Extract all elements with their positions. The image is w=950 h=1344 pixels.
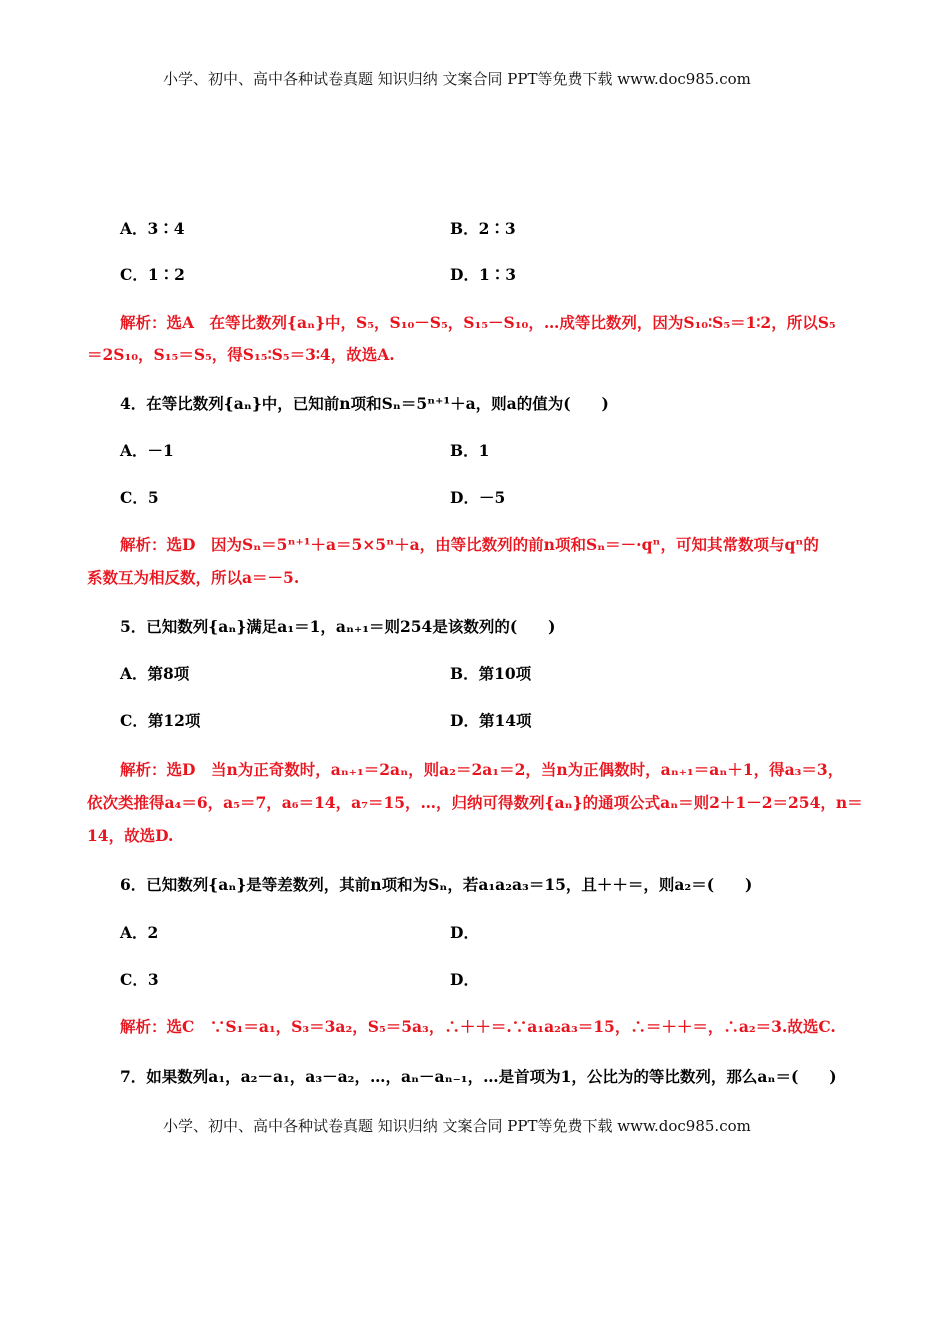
q5-option-b: B．第10项 — [450, 664, 532, 683]
q4-option-b: B．1 — [450, 441, 490, 460]
q5-answer-line3: 14，故选D. — [87, 826, 174, 845]
q3-answer-line2: ＝2S₁₀，S₁₅＝S₅，得S₁₅∶S₅＝3∶4，故选A. — [87, 345, 395, 364]
q7-stem: 7．如果数列a₁，a₂－a₁，a₃－a₂，…，aₙ－aₙ₋₁，…是首项为1，公比为的等比数列，那么aₙ＝( ) — [120, 1067, 837, 1086]
q6-stem: 6．已知数列{aₙ}是等差数列，其前n项和为Sₙ，若a₁a₂a₃＝15，且＋＋＝，则a₂＝( ) — [120, 875, 753, 894]
q5-answer-line2: 依次类推得a₄＝6，a₅＝7，a₆＝14，a₇＝15，…，归纳可得数列{aₙ}的通项公式aₙ＝则2＋1－2＝254，n＝ — [87, 793, 863, 812]
q4-option-c: C．5 — [120, 488, 159, 507]
q3-option-c: C．1∶2 — [120, 265, 185, 284]
q3-answer-line1: 解析：选A 在等比数列{aₙ}中，S₅，S₁₀－S₅，S₁₅－S₁₀，…成等比数列，因为S₁₀∶S₅＝1∶2，所以S₅ — [120, 313, 836, 332]
q6-option-d: D． — [450, 970, 479, 989]
page-header: 小学、初中、高中各种试卷真题 知识归纳 文案合同 PPT等免费下载 www.doc985.com — [163, 70, 751, 88]
q4-stem: 4．在等比数列{aₙ}中，已知前n项和Sₙ＝5ⁿ⁺¹＋a，则a的值为( ) — [120, 394, 609, 413]
q6-option-a: A．2 — [120, 923, 159, 942]
q5-stem: 5．已知数列{aₙ}满足a₁＝1，aₙ₊₁＝则254是该数列的( ) — [120, 617, 556, 636]
q6-option-b: D． — [450, 923, 479, 942]
q3-option-a: A．3∶4 — [120, 219, 185, 238]
q3-option-d: D．1∶3 — [450, 265, 517, 284]
q4-option-d: D．－5 — [450, 488, 506, 507]
q4-answer-line1: 解析：选D 因为Sₙ＝5ⁿ⁺¹＋a＝5×5ⁿ＋a，由等比数列的前n项和Sₙ＝－·qⁿ，可知其常数项与qⁿ的 — [120, 535, 819, 554]
q5-option-d: D．第14项 — [450, 711, 532, 730]
q5-answer-line1: 解析：选D 当n为正奇数时，aₙ₊₁＝2aₙ，则a₂＝2a₁＝2，当n为正偶数时，aₙ₊₁＝aₙ＋1，得a₃＝3， — [120, 760, 844, 779]
q6-option-c: C．3 — [120, 970, 159, 989]
q5-option-c: C．第12项 — [120, 711, 201, 730]
q3-option-b: B．2∶3 — [450, 219, 516, 238]
q6-answer-line1: 解析：选C ∵S₁＝a₁，S₃＝3a₂，S₅＝5a₃，∴＋＋＝.∵a₁a₂a₃＝15，∴＝＋＋＝，∴a₂＝3.故选C. — [120, 1017, 836, 1036]
q4-option-a: A．－1 — [120, 441, 174, 460]
q4-answer-line2: 系数互为相反数，所以a＝－5. — [87, 568, 300, 587]
q5-option-a: A．第8项 — [120, 664, 190, 683]
page-footer: 小学、初中、高中各种试卷真题 知识归纳 文案合同 PPT等免费下载 www.doc985.com — [163, 1117, 751, 1135]
